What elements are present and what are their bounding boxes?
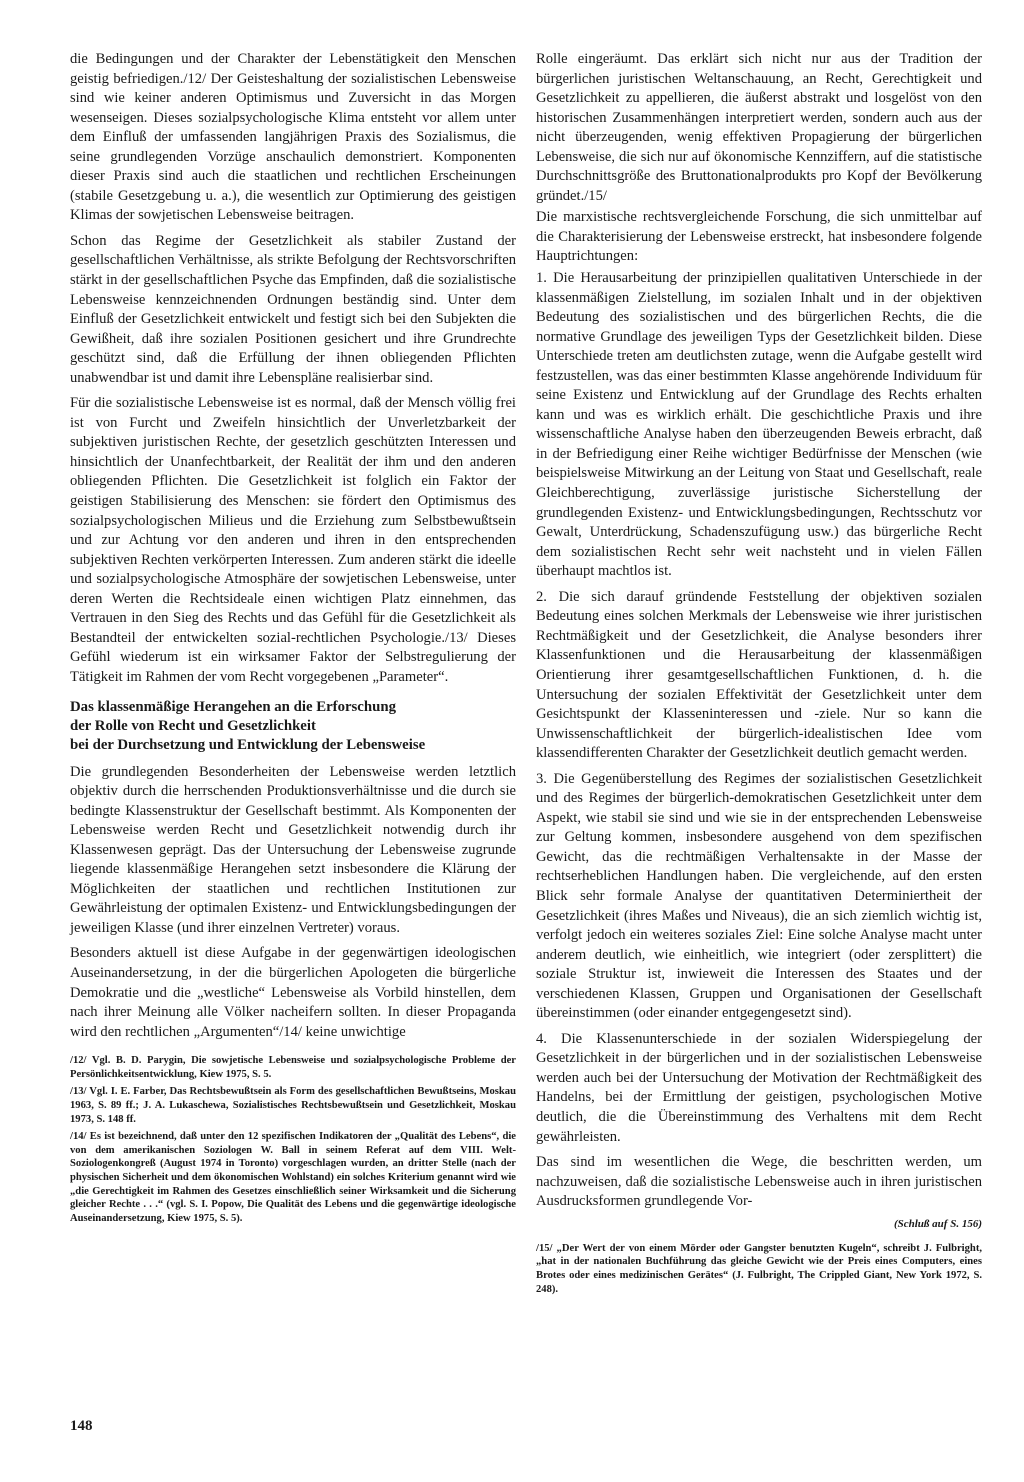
body-paragraph: Die marxistische rechtsvergleichende Forschung, die sich unmittelbar auf die Charakterisierung der Lebensweise erstreckt, hat insbesondere folgende Hauptrichtungen:: [536, 209, 982, 265]
footnotes: [70, 1054, 516, 1225]
body-paragraph: 1. Die Herausarbeitung der prinzipiellen qualitativen Unterschiede in der klassenmäßigen Zielstellung, im sozialen Inhalt und in der objektiven Bedeutung des sozialistischen und des bürgerlichen Rechts, die die normative Grundlage des jeweiligen Typs der Gesetzlichkeit bilden. Diese Unterschiede treten am deutlichsten zutage, wenn die Aufgabe gestellt wird festzustellen, was das einer bestimmten Klasse angehörende Individuum für seine Existenz und Entwicklung auf der Grundlage des Rechts erhalten kann und was es wirklich erhält. Die geschichtliche Praxis und ihre wissenschaftliche Analyse haben den überzeugenden Beweis erbracht, daß in der Befriedigung einer Reihe wichtiger Bedürfnisse der Menschen (wie beispielsweise Mitwirkung an der Leitung von Staat und Gesellschaft, reale Gleichberechtigung, zuverlässige juristische Sicherstellung der grundlegenden Existenz- und Entwicklungsbedingungen, Rechtsschutz vor Gewalt, Unterdrückung, Schadenszufügung usw.) das bürgerliche Recht dem sozialistischen Recht sehr weit nachsteht und in vielen Fällen überhaupt machtlos ist.: [536, 270, 982, 580]
section-heading-line: bei der Durchsetzung und Entwicklung der Lebensweise: [70, 736, 426, 753]
body-paragraph: Schon das Regime der Gesetzlichkeit als stabiler Zustand der gesellschaftlichen Verhältnisse, als strikte Befolgung der Rechtsvorschriften stärkt in der gesellschaftlichen Psyche das Empfinden, daß die sozialistische Lebensweise kennzeichnenden Ordnungen beständig sind. Unter dem Einfluß der Gesetzlichkeit entwickelt und festigt sich bei den Subjekten die Gewißheit, daß ihre sozialen Positionen gesichert und ihre Grundrechte geschützt sind, daß die Erfüllung der ihnen obliegenden Pflichten unabwendbar ist und damit ihre Lebenspläne realisierbar sind.: [70, 232, 516, 386]
footnotes: [536, 1242, 982, 1296]
footnote: /13/ Vgl. I. E. Farber, Das Rechtsbewußtsein als Form des gesellschaftlichen Bewußtseins, Moskau 1963, S. 89 ff.; J. A. Lukaschewa, Sozialistisches Rechtsbewußtsein und Gesetzlichkeit, Moskau 1973, S. 148 ff.: [70, 1086, 516, 1125]
section-heading-line: Das klassenmäßige Herangehen an die Erforschung: [70, 698, 396, 715]
page-number: 148: [70, 1418, 93, 1434]
body-paragraph: Für die sozialistische Lebensweise ist es normal, daß der Mensch völlig frei ist von Furcht und Zweifeln hinsichtlich der Unverletzbarkeit der subjektiven juristischen Rechte, der gesetzlich geschützten Interessen und hinsichtlich der Unanfechtbarkeit, der Realität der ihm und den anderen obliegenden Pflichten. Die Gesetzlichkeit ist folglich ein Faktor der geistigen Stabilisierung des Menschen: sie fördert den Optimismus des sozialpsychologischen Milieus und die Erziehung zum Selbstbewußtsein und zur Achtung vor den anderen und ihren in den entsprechenden subjektiven Rechten verkörperten Interessen. Zum anderen stärkt die ideelle und sozialpsychologische Atmosphäre der sowjetischen Lebensweise, unter deren Werten die Rechtsideale einen wichtigen Platz einnehmen, das Vertrauen in den Sieg des Rechts und das Gefühl für die Gesetzlichkeit als Bestandteil der entwickelten sozial-rechtlichen Psychologie./13/ Dieses Gefühl wiederum ist ein wirksamer Faktor der Selbstregulierung der Tätigkeit im Rahmen der vom Recht vorgegebenen „Parameter“.: [70, 395, 516, 685]
section-heading-line: der Rolle von Recht und Gesetzlichkeit: [70, 717, 316, 734]
body-paragraph: Rolle eingeräumt. Das erklärt sich nicht nur aus der Tradition der bürgerlichen juristischen Weltanschauung, an Recht, Gerechtigkeit und Gesetzlichkeit zu appellieren, die äußerst abstrakt und losgelöst von den historischen Zusammenhängen interpretiert werden, sondern auch aus der nicht überzeugenden, wenig effektiven Propagierung der bürgerlichen Lebensweise, die sich nur auf ökonomische Kennziffern, auf die statistische Durchschnittsgröße des Bruttonationalprodukts pro Kopf der Bevölkerung gründet./15/: [536, 51, 982, 204]
body-paragraph: Die grundlegenden Besonderheiten der Lebensweise werden letztlich objektiv durch die herrschenden Produktionsverhältnisse und die durch sie bedingte Klassenstruktur der Gesellschaft bestimmt. Als Komponenten der Lebensweise werden Recht und Gesetzlichkeit notwendig durch ihr Klassenwesen geprägt. Das der Untersuchung der Lebensweise zugrunde liegende klassenmäßige Herangehen setzt insbesondere die Klärung der Möglichkeiten der staatlichen und rechtlichen Institutionen zur Gewährleistung der optimalen Existenz- und Entwicklungsbedingungen der jeweiligen Klasse (und ihrer einzelnen Vertreter) voraus.: [70, 763, 516, 936]
continuation-note: (Schluß auf S. 156): [893, 1217, 982, 1230]
body-paragraph: die Bedingungen und der Charakter der Lebenstätigkeit den Menschen geistig befriedigen./12/ Der Geisteshaltung der sozialistischen Lebensweise sind wie keiner anderen Optimismus und Zuversicht in das Morgen wesenseigen. Dieses sozialpsychologische Klima entsteht vor allem unter dem Einfluß der umfassenden langjährigen Praxis des Sozialismus, die seine grundlegenden Vorzüge anschaulich demonstriert. Komponenten dieser Praxis sind auch die staatlichen und rechtlichen Erscheinungen (stabile Gesetzgebung u. a.), die wesentlich zur Optimierung des geistigen Klimas der sowjetischen Lebensweise beitragen.: [70, 51, 516, 224]
body-paragraph: 2. Die sich darauf gründende Feststellung der objektiven sozialen Bedeutung eines solchen Merkmals der Lebensweise wie ihrer juristischen Rechtmäßigkeit und der Gesetzlichkeit, die Analyse besonders ihrer Klassenfunktionen und die Herausarbeitung der klassenmäßigen Orientierung ihrer gesamtgesellschaftlichen Funktionen, d. h. die Untersuchung der sozialen Effektivität der Gesetzlichkeit unter dem Gesichtspunkt der Klasseninteressen und -ziele. Nur so kann die Unwissenschaftlichkeit der bürgerlich-idealistischen Idee vom klassendifferenten Charakter der Gesetzlichkeit deutlich gemacht werden.: [536, 588, 982, 762]
footnote: /14/ Es ist bezeichnend, daß unter den 12 spezifischen Indikatoren der „Qualität des Lebens“, die von dem amerikanischen Soziologen W. Ball in seinem Referat auf dem VIII. Welt-Soziologenkongreß (August 1974 in Toronto) vorgeschlagen wurden, an dritter Stelle (nach der physischen Sicherheit und dem ökonomischen Wohlstand) ein solches Kriterium genannt wird wie „die Gerechtigkeit im Rahmen des Gesetzes einschließlich seiner Wirksamkeit und die Sicherung gleicher Rechte . . .“ (vgl. S. I. Popow, Die Qualität des Lebens und die gegenwärtige ideologische Auseinandersetzung, Kiew 1975, S. 5).: [70, 1131, 516, 1224]
footnote: /15/ „Der Wert der von einem Mörder oder Gangster benutzten Kugeln“, schreibt J. Fulbright, „hat in der nationalen Buchführung das gleiche Gewicht wie der Preis eines Computers, eines Brotes oder eines medizinischen Gerätes“ (J. Fulbright, The Crippled Giant, New York 1972, S. 248).: [536, 1242, 982, 1295]
section-heading: [70, 698, 516, 755]
body-paragraph: Besonders aktuell ist diese Aufgabe in der gegenwärtigen ideologischen Auseinandersetzung, in der die bürgerlichen Apologeten die bürgerliche Demokratie und die „westliche“ Lebensweise als Vorbild hinstellen, dem nach ihrer Meinung alle Völker nacheifern sollten. In dieser Propaganda wird den rechtlichen „Argumenten“/14/ keine unwichtige: [70, 945, 516, 1040]
body-paragraph: Das sind im wesentlichen die Wege, die beschritten werden, um nachzuweisen, daß die sozialistische Lebensweise auch in ihren juristischen Ausdrucksformen grundlegende Vor-: [536, 1154, 982, 1210]
body-paragraph: 3. Die Gegenüberstellung des Regimes der sozialistischen Gesetzlichkeit und des Regimes der bürgerlich-demokratischen Gesetzlichkeit unter dem Aspekt, wie stabil sie sind und wie sie in der entsprechenden Lebensweise zur Geltung kommen, insbesondere ausgehend von dem spezifischen Gewicht, das die rechtmäßigen Verhaltensakte in der Masse der rechtserheblichen Handlungen haben. Die vergleichende, auf den ersten Blick sehr formale Analyse der quantitativen Determiniertheit der Gesetzlichkeit (ihres Maßes und Niveaus), die an sich ziemlich wichtig ist, verfolgt jedoch ein weiteres soziales Ziel: Eine solche Analyse macht unter anderem deutlich, wie einheitlich, wie integriert (oder zersplittert) die soziale Struktur ist, inwieweit die Interessen des Staates und der verschiedenen Klassen, Gruppen und Organisationen der Gesellschaft übereinstimmen (oder einander entgegengesetzt sind).: [536, 770, 982, 1022]
footnote: /12/ Vgl. B. D. Parygin, Die sowjetische Lebensweise und sozialpsychologische Probleme der Persönlichkeitsentwicklung, Kiew 1975, S. 5.: [70, 1055, 516, 1080]
right-column: [536, 50, 982, 1300]
body-paragraph: 4. Die Klassenunterschiede in der sozialen Widerspiegelung der Gesetzlichkeit in der bürgerlichen und in der sozialistischen Lebensweise werden auch bei der Untersuchung der Motivation der Rechtmäßigkeit des Handelns, bei der Ermittlung der geistigen, psychologischen Motive deutlich, die die Übereinstimmung des Verhaltens mit dem Recht gewährleisten.: [536, 1030, 982, 1145]
left-column: [70, 50, 516, 1229]
